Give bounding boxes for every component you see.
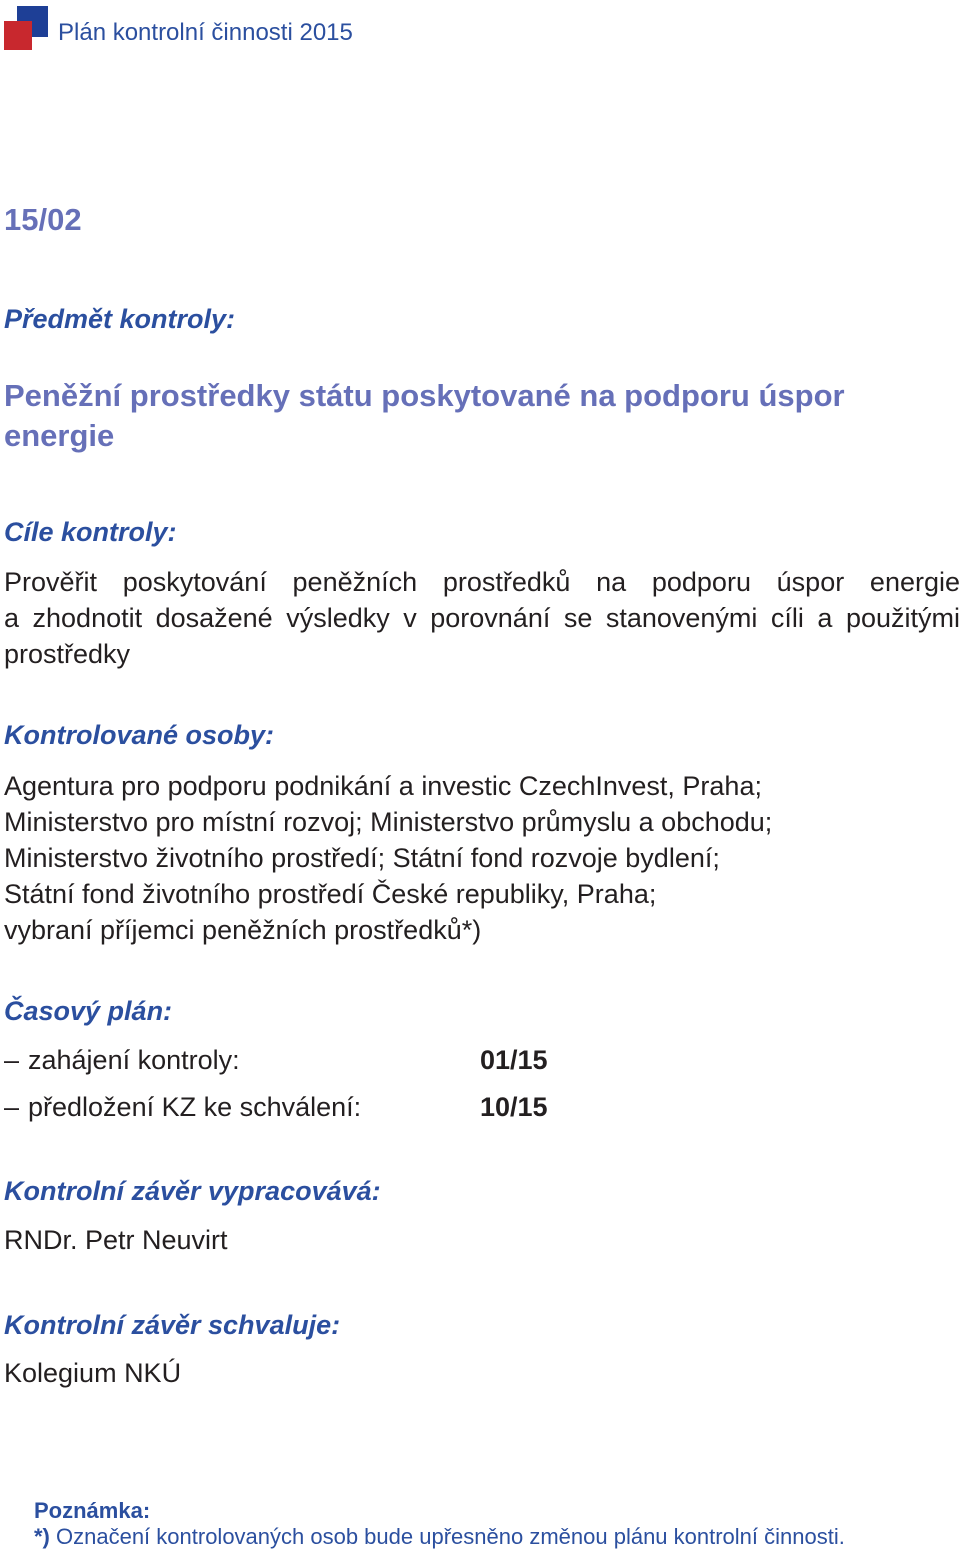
schedule-item-label: zahájení kontroly: (28, 1045, 240, 1075)
prepared-by-label: Kontrolní závěr vypracovává: (4, 1176, 381, 1206)
schedule-item-start (4, 1045, 604, 1081)
schedule-item-label: předložení KZ ke schválení: (28, 1092, 362, 1122)
schedule-item-value: 01/15 (480, 1045, 548, 1075)
schedule-item-submission (4, 1092, 604, 1128)
nku-logo (4, 6, 48, 50)
goals-text (4, 564, 960, 672)
audited-line: Agentura pro podporu podnikání a investic CzechInvest, Praha; (4, 771, 762, 801)
audited-line: Ministerstvo životního prostředí; Státní fond rozvoje bydlení; (4, 843, 720, 873)
schedule-dash: – (4, 1045, 20, 1075)
subject-label: Předmět kontroly: (4, 304, 236, 334)
approved-by-name: Kolegium NKÚ (4, 1358, 182, 1388)
goals-line: a zhodnotit dosažené výsledky v porovnání se stanovenými cíli a použitými (4, 603, 960, 633)
prepared-by-name: RNDr. Petr Neuvirt (4, 1225, 228, 1255)
note-marker: *) (34, 1524, 50, 1549)
audit-code: 15/02 (4, 202, 82, 237)
note-label: Poznámka: (34, 1498, 151, 1523)
schedule-dash: – (4, 1092, 20, 1122)
approved-by-label: Kontrolní závěr schvaluje: (4, 1310, 341, 1340)
goals-line: prostředky (4, 639, 131, 669)
audited-list (4, 768, 772, 948)
audited-label: Kontrolované osoby: (4, 720, 275, 750)
audited-line: vybraní příjemci peněžních prostředků*) (4, 915, 482, 945)
note-body: Označení kontrolovaných osob bude upřesněno změnou plánu kontrolní činnosti. (49, 1524, 845, 1549)
audited-line: Státní fond životního prostředí České republiky, Praha; (4, 879, 657, 909)
subject-text: Peněžní prostředky státu poskytované na podporu úspor energie (4, 378, 845, 453)
schedule-item-value: 10/15 (480, 1092, 548, 1122)
logo-red-square (4, 21, 32, 50)
schedule-label: Časový plán: (4, 996, 173, 1026)
audited-line: Ministerstvo pro místní rozvoj; Ministerstvo průmyslu a obchodu; (4, 807, 773, 837)
page-header-title: Plán kontrolní činnosti 2015 (58, 19, 353, 46)
note-text (34, 1524, 845, 1550)
goals-line: Prověřit poskytování peněžních prostředků na podporu úspor energie (4, 567, 960, 597)
goals-label: Cíle kontroly: (4, 517, 177, 547)
